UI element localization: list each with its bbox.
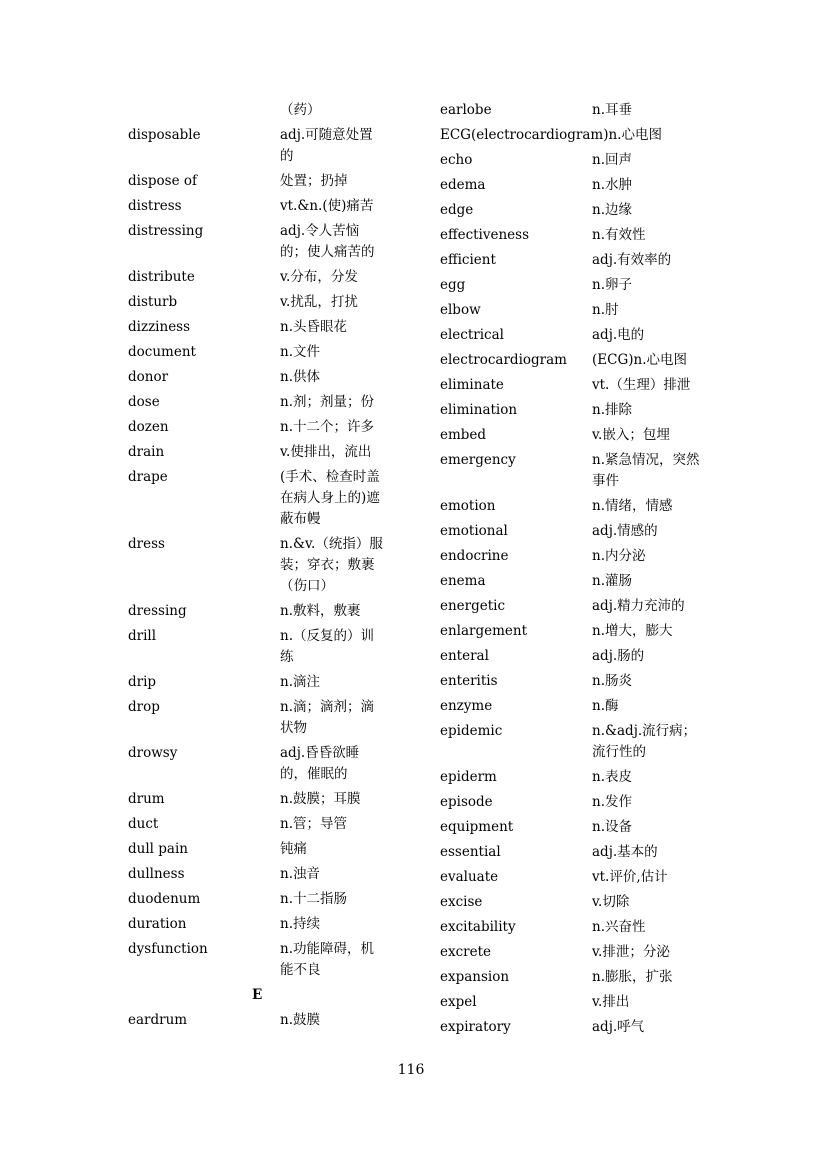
entry-definition: n.耳垂 bbox=[592, 102, 632, 118]
entry-definition: n.文件 bbox=[280, 344, 320, 360]
glossary-entry bbox=[440, 375, 710, 396]
entry-term: dizziness bbox=[128, 319, 191, 335]
glossary-entry bbox=[440, 175, 710, 196]
entry-definition: (手术、检查时盖在病人身上的)遮蔽布幔 bbox=[280, 469, 380, 527]
glossary-entry bbox=[128, 342, 390, 363]
entry-definition: n.&adj.流行病；流行性的 bbox=[592, 723, 697, 760]
glossary-entry bbox=[440, 696, 710, 717]
section-letter: E bbox=[252, 987, 263, 1003]
entry-term: expiratory bbox=[440, 1019, 511, 1035]
glossary-entry bbox=[440, 225, 710, 246]
entry-definition: n.供体 bbox=[280, 369, 320, 385]
entry-definition: v.切除 bbox=[592, 894, 630, 910]
entry-definition: n.浊音 bbox=[280, 866, 320, 882]
entry-definition: adj.精力充沛的 bbox=[592, 598, 685, 614]
entry-term: drowsy bbox=[128, 745, 178, 761]
glossary-entry bbox=[440, 767, 710, 788]
entry-definition: adj.有效率的 bbox=[592, 252, 672, 268]
glossary-entry bbox=[440, 546, 710, 567]
entry-term: epiderm bbox=[440, 769, 497, 785]
entry-definition: 钝痛 bbox=[280, 841, 307, 857]
entry-definition: n.回声 bbox=[592, 152, 632, 168]
entry-term: edema bbox=[440, 177, 486, 193]
entry-term: dressing bbox=[128, 603, 187, 619]
entry-term: drape bbox=[128, 469, 168, 485]
entry-definition: vt.（生理）排泄 bbox=[592, 377, 691, 393]
glossary-entry bbox=[128, 697, 390, 739]
entry-definition: adj.呼气 bbox=[592, 1019, 645, 1035]
entry-definition: n.情绪，情感 bbox=[592, 498, 673, 514]
entry-definition: 处置；扔掉 bbox=[280, 173, 348, 189]
entry-term: drum bbox=[128, 791, 165, 807]
entry-term: emotional bbox=[440, 523, 508, 539]
glossary-entry bbox=[440, 350, 710, 371]
glossary-entry bbox=[128, 601, 390, 622]
glossary-entry bbox=[440, 967, 710, 988]
entry-definition: n.膨胀，扩张 bbox=[592, 969, 673, 985]
entry-definition: （药） bbox=[280, 102, 321, 118]
glossary-entry bbox=[440, 917, 710, 938]
glossary-entry bbox=[128, 125, 390, 167]
entry-term: dull pain bbox=[128, 841, 188, 857]
entry-definition: n.鼓膜 bbox=[280, 1012, 320, 1028]
entry-definition: n.&v.（统指）服装；穿衣；敷裹（伤口） bbox=[280, 536, 383, 594]
entry-definition: n.卵子 bbox=[592, 277, 632, 293]
entry-term: enteral bbox=[440, 648, 489, 664]
entry-definition: n.紧急情况，突然事件 bbox=[592, 452, 700, 489]
entry-term: distressing bbox=[128, 223, 204, 239]
entry-term: dullness bbox=[128, 866, 185, 882]
glossary-entry bbox=[440, 842, 710, 863]
entry-term: edge bbox=[440, 202, 474, 218]
glossary-entry bbox=[128, 267, 390, 288]
entry-term: eliminate bbox=[440, 377, 504, 393]
entry-term: duodenum bbox=[128, 891, 201, 907]
glossary-entry bbox=[440, 892, 710, 913]
entry-definition: n.管；导管 bbox=[280, 816, 347, 832]
entry-definition: n.酶 bbox=[592, 698, 619, 714]
entry-definition: adj.基本的 bbox=[592, 844, 658, 860]
entry-term: dress bbox=[128, 536, 165, 552]
entry-definition: n.十二个；许多 bbox=[280, 419, 374, 435]
glossary-entry bbox=[440, 867, 710, 888]
entry-definition: n.功能障碍，机能不良 bbox=[280, 941, 374, 978]
entry-term: expansion bbox=[440, 969, 510, 985]
page-number: 116 bbox=[397, 1062, 425, 1078]
entry-term: distribute bbox=[128, 269, 195, 285]
entry-definition: n.剂；剂量；份 bbox=[280, 394, 374, 410]
right-column bbox=[440, 100, 710, 1042]
entry-definition: n.头昏眼花 bbox=[280, 319, 347, 335]
entry-term: energetic bbox=[440, 598, 506, 614]
glossary-entry bbox=[440, 571, 710, 592]
entry-definition: n.敷料，敷裹 bbox=[280, 603, 361, 619]
entry-term: document bbox=[128, 344, 196, 360]
glossary-entry bbox=[128, 743, 390, 785]
glossary-entry bbox=[128, 467, 390, 530]
glossary-entry bbox=[440, 992, 710, 1013]
entry-term: elimination bbox=[440, 402, 518, 418]
glossary-entry bbox=[440, 646, 710, 667]
entry-definition: n.水肿 bbox=[592, 177, 632, 193]
glossary-entry bbox=[128, 1010, 390, 1031]
entry-term: enzyme bbox=[440, 698, 493, 714]
entry-definition: n.内分泌 bbox=[592, 548, 646, 564]
entry-term: embed bbox=[440, 427, 487, 443]
entry-term: earlobe bbox=[440, 102, 492, 118]
entry-term: drill bbox=[128, 628, 157, 644]
glossary-entry bbox=[128, 171, 390, 192]
entry-term: dose bbox=[128, 394, 160, 410]
glossary-entry bbox=[440, 400, 710, 421]
entry-term: eardrum bbox=[128, 1012, 188, 1028]
glossary-entry bbox=[440, 200, 710, 221]
entry-term: disposable bbox=[128, 127, 201, 143]
glossary-entry bbox=[440, 425, 710, 446]
entry-definition: adj.情感的 bbox=[592, 523, 658, 539]
entry-definition: n.持续 bbox=[280, 916, 320, 932]
entry-term: excrete bbox=[440, 944, 492, 960]
glossary-entry bbox=[128, 864, 390, 885]
glossary-entry bbox=[128, 367, 390, 388]
left-column bbox=[128, 100, 390, 1035]
glossary-entry bbox=[440, 325, 710, 346]
entry-term: electrical bbox=[440, 327, 504, 343]
entry-term: distress bbox=[128, 198, 182, 214]
entry-term: elbow bbox=[440, 302, 481, 318]
entry-term: egg bbox=[440, 277, 466, 293]
entry-definition: n.十二指肠 bbox=[280, 891, 347, 907]
glossary-entry bbox=[440, 496, 710, 517]
entry-definition: n.灌肠 bbox=[592, 573, 632, 589]
entry-term: duration bbox=[128, 916, 187, 932]
glossary-entry bbox=[440, 721, 710, 763]
entry-definition: adj.昏昏欲睡的，催眠的 bbox=[280, 745, 360, 782]
entry-term: drain bbox=[128, 444, 165, 460]
glossary-entry bbox=[128, 626, 390, 668]
entry-term: essential bbox=[440, 844, 501, 860]
entry-definition: n.排除 bbox=[592, 402, 632, 418]
entry-definition: adj.令人苦恼的；使人痛苦的 bbox=[280, 223, 375, 260]
glossary-entry bbox=[128, 292, 390, 313]
glossary-entry bbox=[128, 417, 390, 438]
entry-term: excitability bbox=[440, 919, 516, 935]
entry-term: donor bbox=[128, 369, 169, 385]
glossary-entry bbox=[128, 914, 390, 935]
entry-term: enteritis bbox=[440, 673, 498, 689]
entry-term: episode bbox=[440, 794, 493, 810]
entry-definition: n.滴；滴剂；滴状物 bbox=[280, 699, 374, 736]
glossary-entry bbox=[128, 221, 390, 263]
glossary-entry bbox=[440, 125, 710, 146]
entry-term: dysfunction bbox=[128, 941, 208, 957]
entry-definition: v.排泄；分泌 bbox=[592, 944, 670, 960]
entry-term: enlargement bbox=[440, 623, 528, 639]
entry-definition: n.表皮 bbox=[592, 769, 632, 785]
glossary-entry bbox=[440, 300, 710, 321]
glossary-entry bbox=[440, 275, 710, 296]
entry-term: equipment bbox=[440, 819, 514, 835]
entry-definition: v.分布，分发 bbox=[280, 269, 358, 285]
entry-definition: n.鼓膜；耳膜 bbox=[280, 791, 361, 807]
entry-definition: n.心电图 bbox=[608, 127, 662, 143]
glossary-entry bbox=[440, 100, 710, 121]
glossary-entry bbox=[440, 1017, 710, 1038]
glossary-entry bbox=[440, 521, 710, 542]
entry-term: expel bbox=[440, 994, 477, 1010]
entry-term: duct bbox=[128, 816, 159, 832]
entry-term: drip bbox=[128, 674, 157, 690]
entry-definition: n.设备 bbox=[592, 819, 632, 835]
entry-definition: n.肠炎 bbox=[592, 673, 632, 689]
entry-definition: n.滴注 bbox=[280, 674, 320, 690]
entry-definition: v.嵌入；包埋 bbox=[592, 427, 670, 443]
glossary-entry bbox=[128, 196, 390, 217]
entry-term: ECG(electrocardiogram) bbox=[440, 127, 609, 143]
entry-definition: n.增大，膨大 bbox=[592, 623, 673, 639]
entry-term: endocrine bbox=[440, 548, 509, 564]
entry-definition: v.扰乱，打扰 bbox=[280, 294, 358, 310]
glossary-entry bbox=[440, 621, 710, 642]
glossary-entry bbox=[128, 839, 390, 860]
entry-definition: vt.&n.(使)痛苦 bbox=[280, 198, 374, 214]
glossary-entry bbox=[440, 792, 710, 813]
glossary-entry bbox=[440, 942, 710, 963]
glossary-entry bbox=[128, 672, 390, 693]
glossary-entry bbox=[440, 450, 710, 492]
entry-term: echo bbox=[440, 152, 473, 168]
entry-term: electrocardiogram bbox=[440, 352, 567, 368]
entry-term: evaluate bbox=[440, 869, 499, 885]
entry-term: dispose of bbox=[128, 173, 197, 189]
entry-definition: adj.电的 bbox=[592, 327, 645, 343]
glossary-entry bbox=[128, 100, 390, 121]
glossary-entry bbox=[128, 534, 390, 597]
entry-term: efficient bbox=[440, 252, 496, 268]
glossary-entry bbox=[128, 939, 390, 981]
entry-definition: n.兴奋性 bbox=[592, 919, 646, 935]
entry-term: excise bbox=[440, 894, 483, 910]
glossary-entry bbox=[128, 789, 390, 810]
glossary-entry bbox=[440, 817, 710, 838]
entry-definition: n.有效性 bbox=[592, 227, 646, 243]
entry-term: enema bbox=[440, 573, 486, 589]
entry-definition: v.排出 bbox=[592, 994, 630, 1010]
entry-term: effectiveness bbox=[440, 227, 530, 243]
glossary-entry bbox=[440, 671, 710, 692]
entry-definition: n.（反复的）训练 bbox=[280, 628, 374, 665]
glossary-entry bbox=[128, 317, 390, 338]
glossary-entry bbox=[128, 442, 390, 463]
entry-term: emergency bbox=[440, 452, 516, 468]
entry-definition: adj.肠的 bbox=[592, 648, 645, 664]
glossary-entry bbox=[440, 150, 710, 171]
entry-term: dozen bbox=[128, 419, 169, 435]
entry-term: disturb bbox=[128, 294, 178, 310]
entry-definition: n.肘 bbox=[592, 302, 619, 318]
glossary-entry bbox=[128, 392, 390, 413]
entry-definition: v.使排出，流出 bbox=[280, 444, 372, 460]
glossary-entry bbox=[440, 596, 710, 617]
glossary-entry bbox=[440, 250, 710, 271]
entry-definition: n.发作 bbox=[592, 794, 632, 810]
entry-definition: adj.可随意处置的 bbox=[280, 127, 373, 164]
glossary-entry bbox=[128, 889, 390, 910]
entry-term bbox=[128, 100, 280, 121]
entry-term: drop bbox=[128, 699, 160, 715]
entry-term: emotion bbox=[440, 498, 496, 514]
glossary-entry bbox=[128, 814, 390, 835]
entry-definition: n.边缘 bbox=[592, 202, 632, 218]
entry-definition: (ECG)n.心电图 bbox=[592, 352, 687, 368]
entry-definition: vt.评价,估计 bbox=[592, 869, 668, 885]
entry-term: epidemic bbox=[440, 723, 503, 739]
